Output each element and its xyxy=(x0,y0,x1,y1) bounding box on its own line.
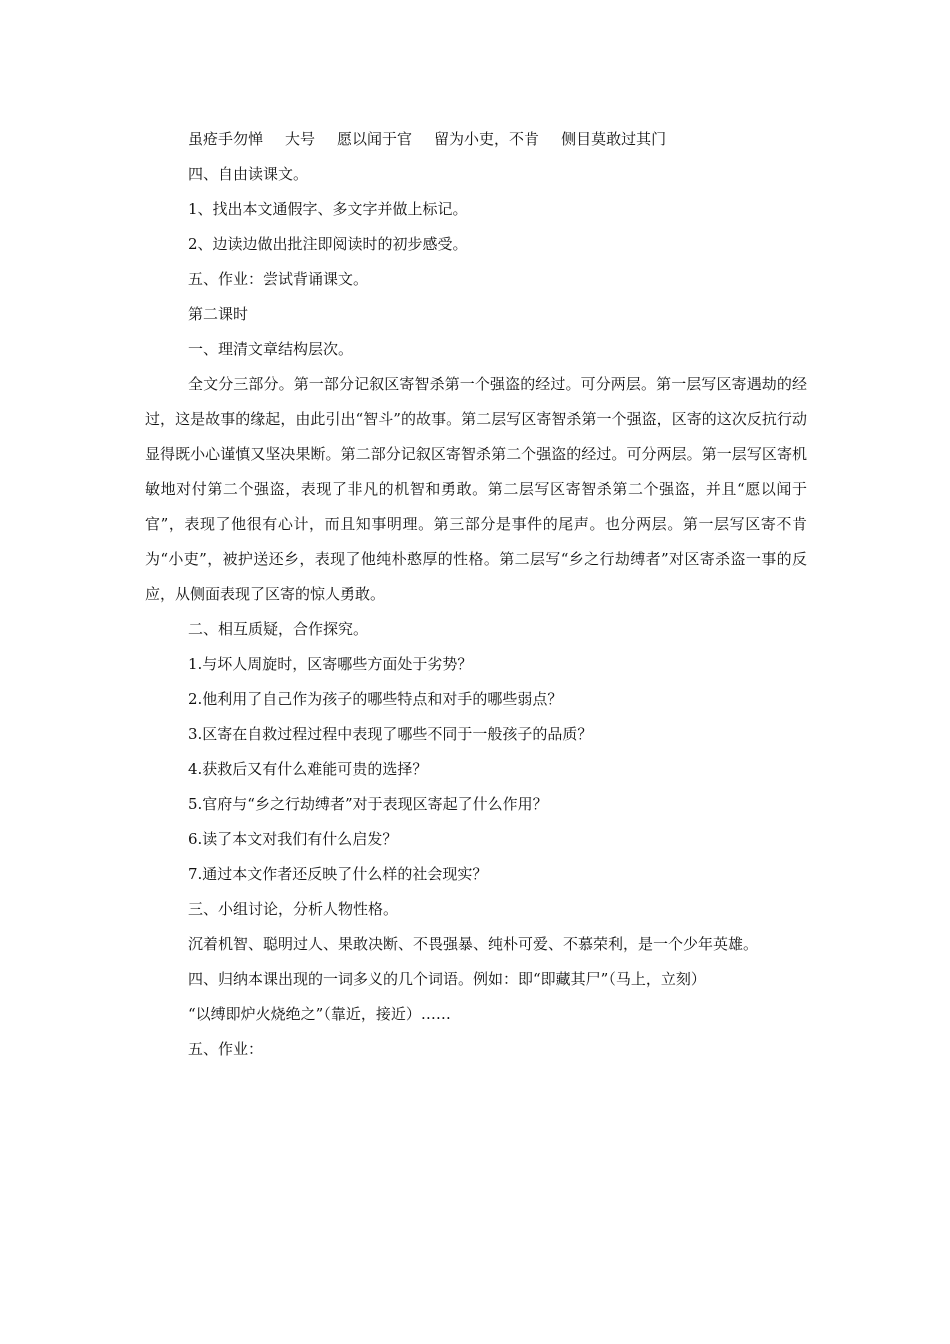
vocab-item: 愿以闻于官 xyxy=(337,130,413,148)
lesson2-title: 第二课时 xyxy=(188,305,249,323)
section4-heading: 四、自由读课文。 xyxy=(188,165,309,183)
vocab-item: 大号 xyxy=(285,130,316,148)
part3-heading: 三、小组讨论，分析人物性格。 xyxy=(188,900,399,918)
section5-homework: 五、作业：尝试背诵课文。 xyxy=(188,270,369,288)
part1-heading: 一、理清文章结构层次。 xyxy=(188,340,354,358)
section4-item: 2、边读边做出批注即阅读时的初步感受。 xyxy=(188,235,468,253)
part3-body: 沉着机智、聪明过人、果敢决断、不畏强暴、纯朴可爱、不慕荣利，是一个少年英雄。 xyxy=(188,935,759,953)
part5-heading: 五、作业： xyxy=(188,1040,264,1058)
document-body xyxy=(145,122,807,1067)
part2-heading: 二、相互质疑，合作探究。 xyxy=(188,620,369,638)
question-item: 3.区寄在自救过程过程中表现了哪些不同于一般孩子的品质？ xyxy=(188,725,593,743)
vocab-item: 虽疮手勿惮 xyxy=(188,130,264,148)
question-item: 5.官府与“乡之行劫缚者”对于表现区寄起了什么作用？ xyxy=(188,795,548,813)
question-item: 7.通过本文作者还反映了什么样的社会现实？ xyxy=(188,865,488,883)
section4-item: 1、找出本文通假字、多文字并做上标记。 xyxy=(188,200,468,218)
question-item: 2.他利用了自己作为孩子的哪些特点和对手的哪些弱点？ xyxy=(188,690,563,708)
vocab-item: 留为小吏，不肯 xyxy=(434,130,540,148)
part1-body: 全文分三部分。第一部分记叙区寄智杀第一个强盗的经过。可分两层。第一层写区寄遇劫的经过，这是故事的缘起，由此引出“智斗”的故事。第二层写区寄智杀第一个强盗，区寄的这次反抗行动显得既小心谨慎又坚决果断。第二部分记叙区寄智杀第二个强盗的经过。可分两层。第一层写区寄机敏地对付第二个强盗，表现了非凡的机智和勇敢。第二层写区寄智杀第二个强盗，并且“愿以闻于官”，表现了他很有心计，而且知事明理。第三部分是事件的尾声。也分两层。第一层写区寄不肯为“小吏”，被护送还乡，表现了他纯朴憨厚的性格。第二层写“乡之行劫缚者”对区寄杀盗一事的反应，从侧面表现了区寄的惊人勇敢。 xyxy=(145,375,807,603)
question-item: 4.获救后又有什么难能可贵的选择？ xyxy=(188,760,428,778)
vocab-item: 侧目莫敢过其门 xyxy=(561,130,667,148)
part4-line1: 四、归纳本课出现的一词多义的几个词语。例如：即“即藏其尸”（马上，立刻） xyxy=(188,970,706,988)
vocab-line xyxy=(145,122,807,157)
question-item: 6.读了本文对我们有什么启发？ xyxy=(188,830,398,848)
part4-line2: “以缚即炉火烧绝之”（靠近，接近）…… xyxy=(188,1005,451,1023)
question-item: 1.与坏人周旋时，区寄哪些方面处于劣势？ xyxy=(188,655,473,673)
